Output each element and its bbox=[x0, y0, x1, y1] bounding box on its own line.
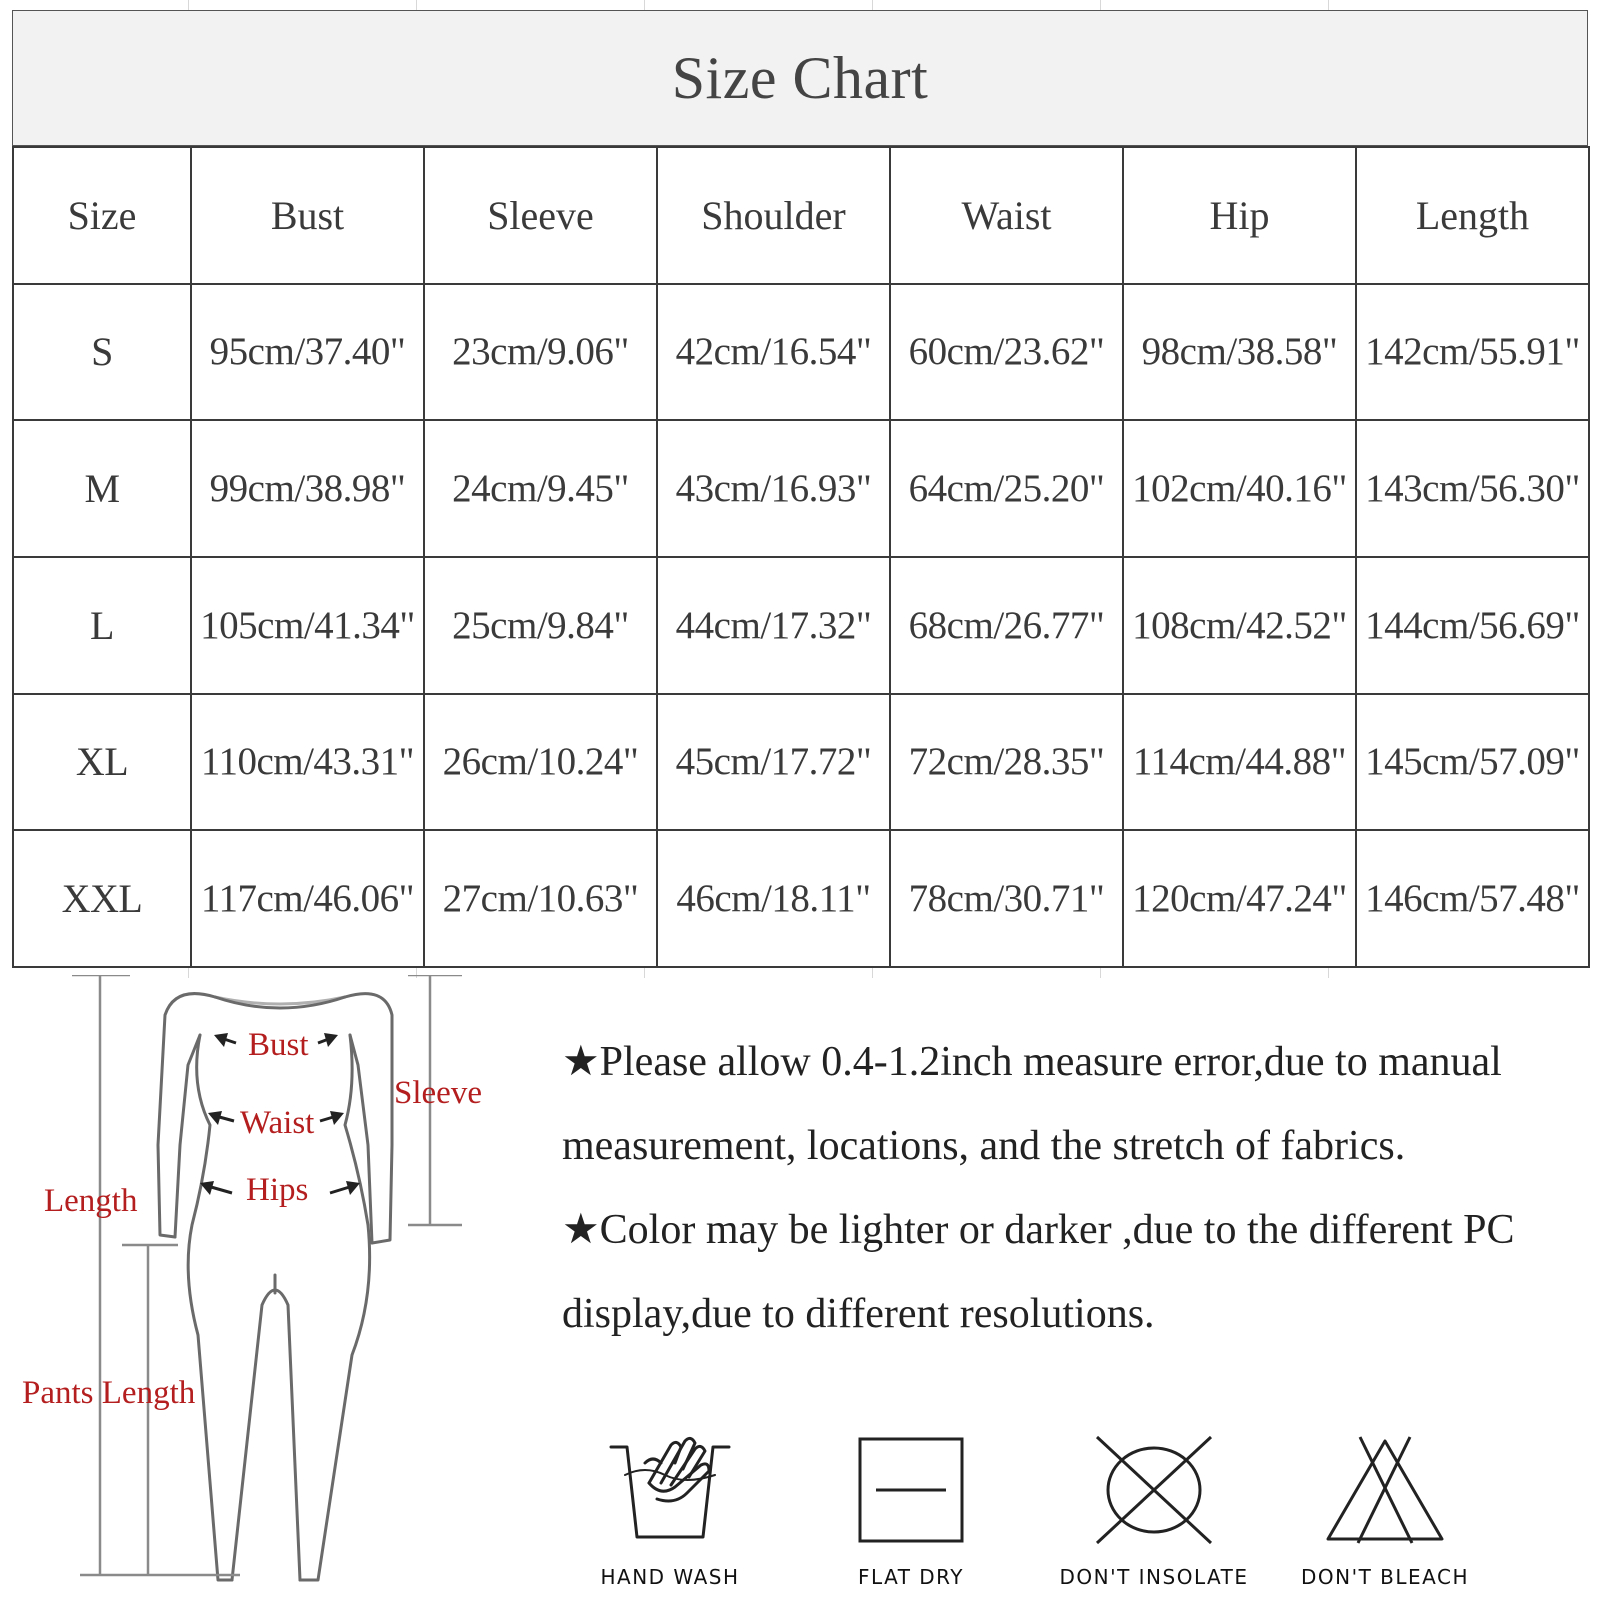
care-label-dont-bleach: DON'T BLEACH bbox=[1300, 1565, 1469, 1589]
table-cell: 114cm/44.88" bbox=[1123, 694, 1356, 831]
notes bbox=[562, 1020, 1572, 1356]
measurement-figure bbox=[0, 975, 520, 1600]
table-cell: 98cm/38.58" bbox=[1123, 284, 1356, 421]
table-cell: 144cm/56.69" bbox=[1356, 557, 1589, 694]
table-cell: 68cm/26.77" bbox=[890, 557, 1123, 694]
dont-insolate-icon bbox=[1089, 1435, 1219, 1545]
table-cell: 46cm/18.11" bbox=[657, 830, 890, 967]
table-cell: 60cm/23.62" bbox=[890, 284, 1123, 421]
table-cell: 108cm/42.52" bbox=[1123, 557, 1356, 694]
table-cell: 142cm/55.91" bbox=[1356, 284, 1589, 421]
label-pants-length: Pants Length bbox=[22, 1375, 196, 1411]
care-hand-wash bbox=[570, 1435, 770, 1589]
care-flat-dry bbox=[811, 1435, 1011, 1589]
table-cell: 45cm/17.72" bbox=[657, 694, 890, 831]
table-cell: 24cm/9.45" bbox=[424, 420, 657, 557]
table-cell: 146cm/57.48" bbox=[1356, 830, 1589, 967]
size-table bbox=[12, 146, 1590, 968]
table-cell: L bbox=[13, 557, 191, 694]
size-chart-header bbox=[12, 10, 1588, 146]
table-cell: 43cm/16.93" bbox=[657, 420, 890, 557]
hand-wash-icon bbox=[605, 1435, 735, 1545]
table-cell: 117cm/46.06" bbox=[191, 830, 424, 967]
label-bust: Bust bbox=[248, 1027, 309, 1063]
table-cell: 105cm/41.34" bbox=[191, 557, 424, 694]
table-cell: XXL bbox=[13, 830, 191, 967]
table-cell: S bbox=[13, 284, 191, 421]
table-cell: 145cm/57.09" bbox=[1356, 694, 1589, 831]
flat-dry-icon bbox=[846, 1435, 976, 1545]
care-label-flat-dry: FLAT DRY bbox=[857, 1565, 965, 1589]
table-cell: 64cm/25.20" bbox=[890, 420, 1123, 557]
table-cell: 95cm/37.40" bbox=[191, 284, 424, 421]
note-measure-error: ★Please allow 0.4-1.2inch measure error,due to manual measurement, locations, and the stretch of fabrics. bbox=[562, 1039, 1502, 1169]
header-hip: Hip bbox=[1123, 147, 1356, 284]
table-row bbox=[13, 284, 1589, 421]
table-row bbox=[13, 420, 1589, 557]
table-cell: 42cm/16.54" bbox=[657, 284, 890, 421]
table-cell: 102cm/40.16" bbox=[1123, 420, 1356, 557]
note-color: ★Color may be lighter or darker ,due to the different PC display,due to different resolutions. bbox=[562, 1207, 1515, 1337]
table-cell: 143cm/56.30" bbox=[1356, 420, 1589, 557]
header-size: Size bbox=[13, 147, 191, 284]
table-cell: 25cm/9.84" bbox=[424, 557, 657, 694]
header-sleeve: Sleeve bbox=[424, 147, 657, 284]
table-header-row bbox=[13, 147, 1589, 284]
label-length: Length bbox=[44, 1183, 138, 1219]
table-cell: 99cm/38.98" bbox=[191, 420, 424, 557]
table-cell: 44cm/17.32" bbox=[657, 557, 890, 694]
care-dont-insolate bbox=[1054, 1435, 1254, 1589]
header-length: Length bbox=[1356, 147, 1589, 284]
header-waist: Waist bbox=[890, 147, 1123, 284]
table-row bbox=[13, 694, 1589, 831]
header-shoulder: Shoulder bbox=[657, 147, 890, 284]
jumpsuit-outline-icon bbox=[0, 975, 520, 1600]
table-row bbox=[13, 830, 1589, 967]
care-dont-bleach bbox=[1285, 1435, 1485, 1589]
table-cell: M bbox=[13, 420, 191, 557]
header-bust: Bust bbox=[191, 147, 424, 284]
top-guide-lines bbox=[12, 0, 1588, 10]
table-cell: 23cm/9.06" bbox=[424, 284, 657, 421]
label-hips: Hips bbox=[246, 1172, 309, 1208]
page-title: Size Chart bbox=[671, 44, 929, 111]
table-cell: 110cm/43.31" bbox=[191, 694, 424, 831]
table-cell: 26cm/10.24" bbox=[424, 694, 657, 831]
table-cell: 72cm/28.35" bbox=[890, 694, 1123, 831]
label-waist: Waist bbox=[240, 1105, 315, 1141]
table-cell: 78cm/30.71" bbox=[890, 830, 1123, 967]
care-label-hand-wash: HAND WASH bbox=[600, 1565, 740, 1589]
table-cell: 27cm/10.63" bbox=[424, 830, 657, 967]
dont-bleach-icon bbox=[1320, 1435, 1450, 1545]
table-cell: XL bbox=[13, 694, 191, 831]
care-label-dont-insolate: DON'T INSOLATE bbox=[1059, 1565, 1249, 1589]
table-row bbox=[13, 557, 1589, 694]
label-sleeve: Sleeve bbox=[394, 1075, 482, 1111]
table-cell: 120cm/47.24" bbox=[1123, 830, 1356, 967]
